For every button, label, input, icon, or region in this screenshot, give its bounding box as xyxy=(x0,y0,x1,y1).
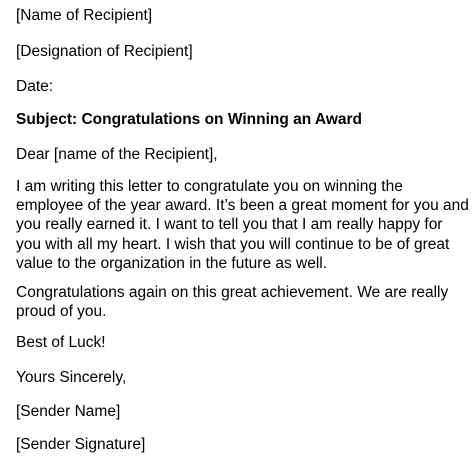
closing-line: Yours Sincerely, xyxy=(16,369,127,386)
body-paragraph-1-line: you really earned it. I want to tell you that I am really happy for xyxy=(16,216,443,234)
date-label: Date: xyxy=(16,78,54,95)
body-paragraph-1-line: value to the organization in the future as well. xyxy=(16,254,328,272)
salutation: Dear [name of the Recipient], xyxy=(16,146,218,163)
body-paragraph-2 xyxy=(16,283,466,321)
recipient-name: [Name of Recipient] xyxy=(16,7,153,24)
body-paragraph-2-line: Congratulations again on this great achievement. We are really xyxy=(16,284,449,301)
recipient-designation: [Designation of Recipient] xyxy=(16,43,193,60)
body-paragraph-1-line: you with all my heart. I wish that you will continue to be of great xyxy=(16,235,450,253)
body-paragraph-1-line: I am writing this letter to congratulate you on winning the xyxy=(16,178,403,195)
subject-line: Subject: Congratulations on Winning an Award xyxy=(16,111,363,128)
sender-name: [Sender Name] xyxy=(16,403,121,420)
body-paragraph-1-line: employee of the year award. It’s been a great moment for you and xyxy=(16,197,469,215)
sender-signature: [Sender Signature] xyxy=(16,436,146,453)
body-paragraph-1 xyxy=(16,177,469,273)
body-paragraph-2-line: proud of you. xyxy=(16,303,107,321)
wish-line: Best of Luck! xyxy=(16,334,106,351)
